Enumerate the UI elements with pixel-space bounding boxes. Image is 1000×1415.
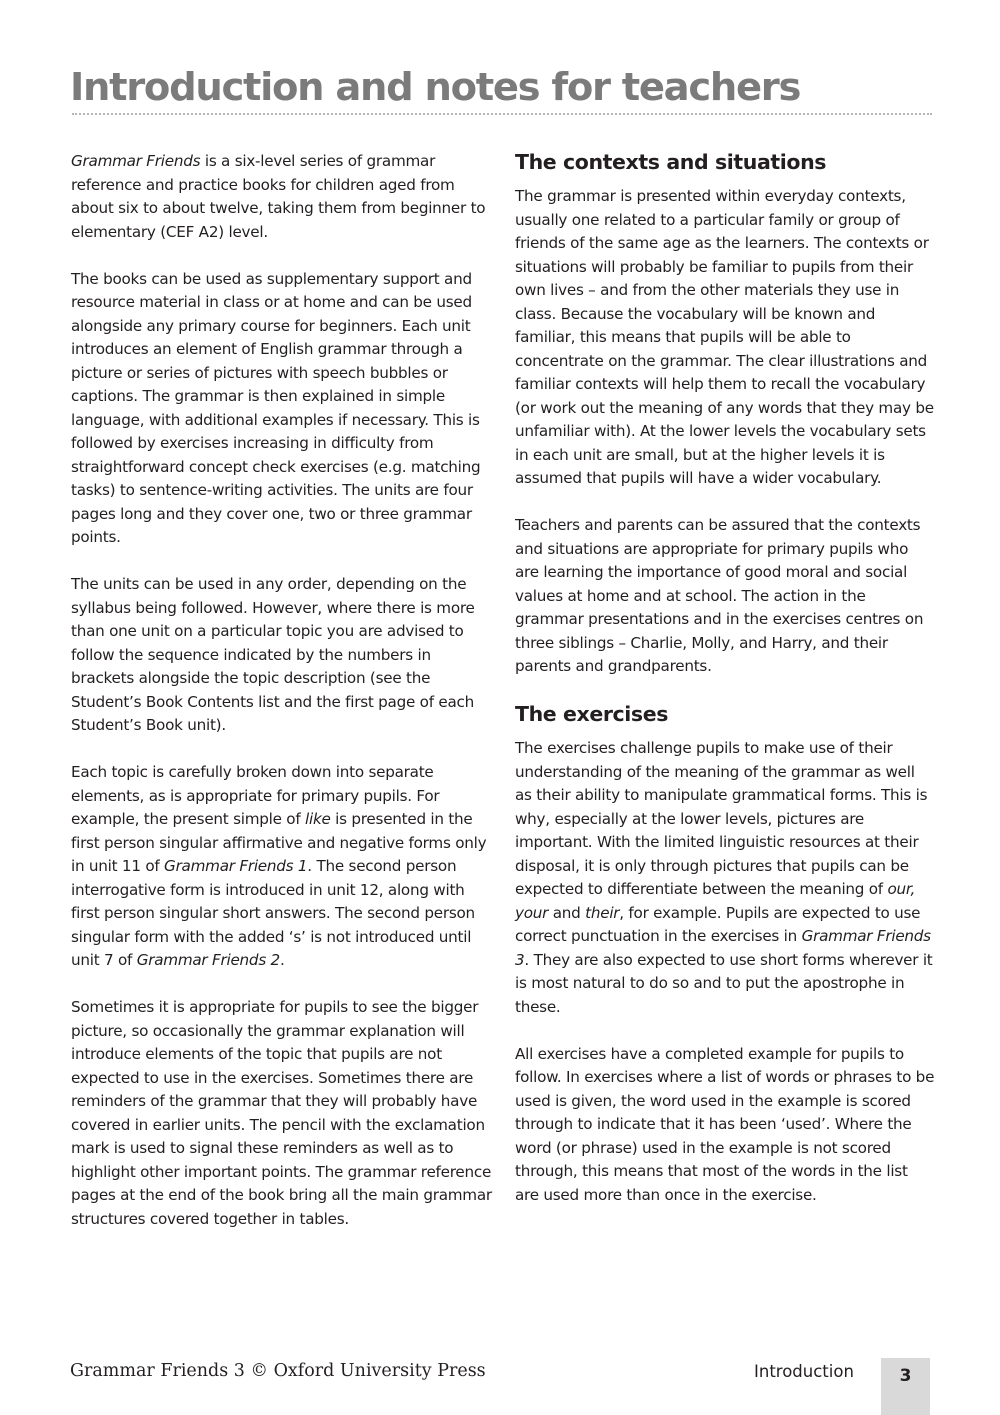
text-run: Each topic is carefully broken down into separate elements, as is appropriate for primary pupils. For example, the present simple of [71,763,440,828]
text-run: is presented in the first person singular affirmative and negative forms only in unit 11 of [71,810,487,875]
text-run: . [279,951,285,969]
text-run: , for example. Pupils are expected to use correct punctuation in the exercises in [515,903,921,945]
book-title: Grammar Friends 3 [515,927,931,969]
text-run: The exercises challenge pupils to make use of their understanding of the meaning of the grammar as well as their ability to manipulate grammatical forms. This is why, especially at the lower levels, pictures are important. With the limited linguistic resources at their disposal, it is only through pictures that pupils can be expected to differentiate between the meaning of [515,739,928,898]
book-title: Grammar Friends 2 [136,951,280,969]
italic-word: our, your [515,880,916,922]
intro-text: is a six-level series of grammar reference and practice books for children aged from about six to about twelve, taking them from beginner to elementary (CEF A2) level. [71,152,486,241]
topic-breakdown-paragraph [71,761,495,973]
text-run: . The second person interrogative form is introduced in unit 12, along with first person singular short answers. The second person singular form with the added ‘s’ is not introduced until unit 7 of [71,857,475,969]
examples-paragraph: All exercises have a completed example for pupils to follow. In exercises where a list of words or phrases to be used is given, the word used in the example is scored through to indicate that it has been ‘used’. Where the word (or phrase) used in the example is not scored through, this means that most of the words in the list are used more than once in the exercise. [515,1044,935,1204]
section-heading-exercises: The exercises [515,702,669,726]
order-paragraph: The units can be used in any order, depending on the syllabus being followed. However, where there is more than one unit on a particular topic you are advised to follow the sequence indicated by the numbers in brackets alongside the topic description (see the Student’s Book Contents list and the first page of each Student’s Book unit). [71,575,475,734]
footer-copyright: Grammar Friends 3 © Oxford University Press [70,1361,486,1381]
left-column [71,150,495,1255]
bigger-picture-paragraph: Sometimes it is appropriate for pupils to see the bigger picture, so occasionally the grammar explanation will introduce elements of the topic that pupils are not expected to use in the exercises. Sometimes there are reminders of the grammar that they will probably have covered in earlier units. The pencil with the exclamation mark is used to signal these reminders as well as to highlight other important points. The grammar reference pages at the end of the book bring all the main grammar structures covered together in tables. [71,998,492,1228]
book-title: Grammar Friends [71,152,201,170]
text-run: and [548,903,586,922]
book-title: Grammar Friends 1 [164,857,308,875]
section-heading-contexts: The contexts and situations [515,150,827,174]
usage-paragraph: The books can be used as supplementary support and resource material in class or at home and can be used alongside any primary course for beginners. Each unit introduces an element of English grammar through a picture or series of pictures with speech bubbles or captions. The grammar is then explained in simple language, with additional examples if necessary. This is followed by exercises increasing in difficulty from straightforward concept check exercises (e.g. matching tasks) to sentence-writing activities. The units are four pages long and they cover one, two or three grammar points. [71,269,481,546]
right-column [515,150,935,1231]
italic-word: their [585,903,620,922]
title-dotted-rule [72,113,932,115]
text-run: . They are also expected to use short forms wherever it is most natural to do so and to put the apostrophe in these. [515,950,933,1016]
italic-word: like [305,810,331,828]
exercises-paragraph [515,737,935,1019]
footer-section-name: Introduction [754,1362,854,1381]
values-paragraph: Teachers and parents can be assured that the contexts and situations are appropriate for primary pupils who are learning the importance of good moral and social values at home and at school. The action in the grammar presentations and in the exercises centres on three siblings – Charlie, Molly, and Harry, and their parents and grandparents. [515,516,924,675]
contexts-paragraph: The grammar is presented within everyday contexts, usually one related to a particular family or group of friends of the same age as the learners. The contexts or situations will probably be familiar to pupils from their own lives – and from the other materials they use in class. Because the vocabulary will be known and familiar, this means that pupils will be able to concentrate on the grammar. The clear illustrations and familiar contexts will help them to recall the vocabulary (or work out the meaning of any words that they may be unfamiliar with). At the lower levels the vocabulary sets in each unit are small, but at the higher levels it is assumed that pupils will have a wider vocabulary. [515,187,934,487]
page-number: 3 [881,1358,930,1415]
page-title: Introduction and notes for teachers [70,65,801,110]
intro-paragraph [71,150,495,244]
